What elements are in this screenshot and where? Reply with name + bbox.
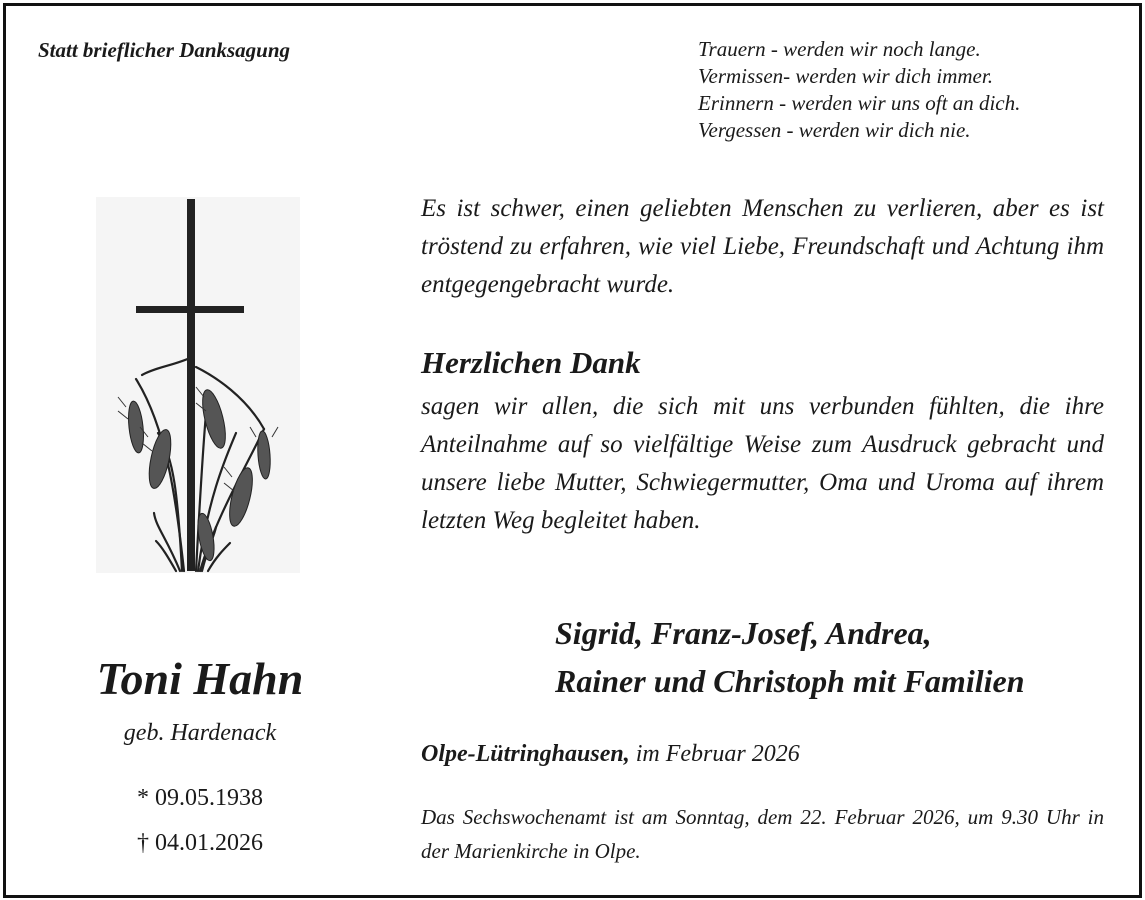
poem	[698, 36, 1020, 144]
header-title: Statt brieflicher Danksagung	[38, 38, 291, 62]
death-date: † 04.01.2026	[137, 830, 263, 856]
birth-name: geb. Hardenack	[123, 720, 277, 746]
family-signature	[555, 609, 1024, 705]
service-note: Das Sechswochenamt ist am Sonntag, dem 22. Februar 2026, um 9.30 Uhr in der Marienkirche in Olpe.	[421, 805, 1104, 863]
family-line: Sigrid, Franz-Josef, Andrea,	[555, 615, 932, 651]
place-date-line	[421, 741, 800, 768]
cross-with-wheat-icon	[96, 197, 300, 573]
poem-line: Erinnern - werden wir uns oft an dich.	[698, 91, 1021, 115]
poem-line: Trauern - werden wir noch lange.	[698, 37, 981, 61]
deceased-name: Toni Hahn	[96, 653, 304, 704]
date: im Februar 2026	[635, 741, 800, 767]
place: Olpe-Lütringhausen,	[421, 741, 630, 767]
family-line: Rainer und Christoph mit Familien	[555, 663, 1025, 699]
birth-date: * 09.05.1938	[137, 785, 263, 811]
thanks-body: sagen wir allen, die sich mit uns verbunden fühlten, die ihre Anteilnahme auf so vielfältige Weise zum Ausdruck gebracht und unsere liebe Mutter, Schwiegermutter, Oma und Uroma auf ihrem letzten Weg begleitet haben.	[421, 393, 1104, 534]
thanks-heading: Herzlichen Dank	[421, 345, 641, 380]
condolence-quote: Es ist schwer, einen geliebten Menschen zu verlieren, aber es ist tröstend zu erfahren, wie viel Liebe, Freundschaft und Achtung ihm entgegengebracht wurde.	[421, 195, 1104, 298]
poem-line: Vermissen- werden wir dich immer.	[698, 64, 993, 88]
poem-line: Vergessen - werden wir dich nie.	[698, 118, 971, 142]
